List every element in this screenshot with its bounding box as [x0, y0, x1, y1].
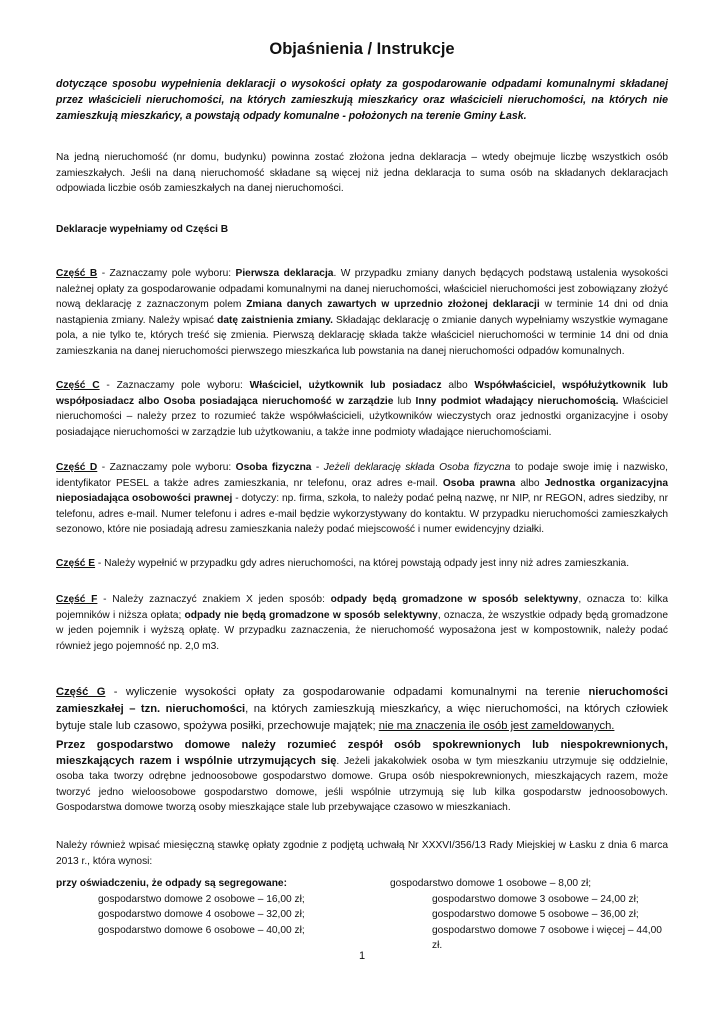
part-e-paragraph: Część E - Należy wypełnić w przypadku gdy adres nieruchomości, na której powstają odpady jest inny niż adres zamieszkania.: [56, 558, 630, 569]
general-paragraph: Na jedną nieruchomość (nr domu, budynku) powinna zostać złożona jedna deklaracja – wtedy obejmuje liczbę wszystkich osób zamieszkałych. Jeśli na daną nieruchomość składane są więcej niż jedna deklaracja to suma osób na składanych deklaracjach odpowiada liczbie osób zamieszkałych na danej nieruchomości.: [56, 152, 668, 195]
rates-row: [56, 892, 668, 908]
monthly-rate-paragraph: Należy również wpisać miesięczną stawkę opłaty zgodnie z podjętą uchwałą Nr XXXVI/356/13 Rady Miejskiej w Łasku z dnia 6 marca 2013 r., która wynosi:: [56, 840, 668, 867]
rate-item: gospodarstwo domowe 3 osobowe – 24,00 zł;: [432, 893, 639, 905]
rates-row: [56, 907, 668, 923]
rate-item: gospodarstwo domowe 5 osobowe – 36,00 zł;: [432, 909, 639, 921]
intro-paragraph: dotyczące sposobu wypełnienia deklaracji o wysokości opłaty za gospodarowanie odpadami komunalnymi składanej przez właścicieli nieruchomości, na których zamieszkują mieszkańcy oraz właścicieli nieruchomości, na których nie zamieszkują mieszkańcy, a powstają odpady komunalne - położonych na terenie Gminy Łask.: [56, 78, 668, 122]
section-heading: Deklaracje wypełniamy od Części B: [56, 224, 229, 235]
part-d-label: Część D: [56, 462, 98, 473]
part-d-paragraph: Część D - Zaznaczamy pole wyboru: Osoba fizyczna - Jeżeli deklarację składa Osoba fizyczna to podaje swoje imię i nazwisko, identyfikator PESEL a także adres zamieszkania, nr telefonu, oraz adres e-mail. Osoba prawna albo Jednostka organizacyjna nieposiadająca osobowości prawnej - dotyczy: np. firma, szkoła, to należy podać pełną nazwę, nr NIP, nr REGON, adres siedziby, nr telefonu, adres e-mail. Numer telefonu i adres e-mail będzie wykorzystywany do kontaktu. W przypadku nieruchomości zamieszkałych sezonowo, które nie posiadają adresu zamieszkania należy podać miejscowość i numer ewidencyjny działki.: [56, 462, 668, 536]
rate-item: gospodarstwo domowe 6 osobowe – 40,00 zł;: [98, 924, 305, 936]
page-title: Objaśnienia / Instrukcje: [269, 40, 455, 58]
household-paragraph: Przez gospodarstwo domowe należy rozumieć zespół osób spokrewnionych lub niespokrewnionych, mieszkających razem i wspólnie utrzymujących się. Jeżeli jakakolwiek osoba w tym mieszkaniu utrzymuje się oddzielnie, osoba taka tworzy odrębne jednoosobowe gospodarstwo domowe. Grupa osób niespokrewnionych, mieszkających razem, może tworzyć jedno wieloosobowe gospodarstwo domowe, jeśli wspólnie utrzymują się lub kilka gospodarstw jednoosobowych. Gospodarstwa domowe tworzą osoby mieszkające stale lub przebywające czasowo w mieszkaniach.: [56, 739, 668, 814]
part-b-label: Część B: [56, 268, 98, 279]
page-number: 1: [358, 950, 366, 962]
part-b-paragraph: Część B - Zaznaczamy pole wyboru: Pierwsza deklaracja. W przypadku zmiany danych będących podstawą ustalenia wysokości należnej opłaty za gospodarowanie odpadami komunalnymi na danej nieruchomości, właściciel nieruchomości jest zobowiązany złożyć nową deklarację z zaznaczonym polem Zmiana danych zawartych w uprzednio złożonej deklaracji w terminie 14 dni od dnia nastąpienia zmiany. Należy wpisać datę zaistnienia zmiany. Składając deklarację o zmianie danych wypełniamy wszystkie wymagane pola, a nie tylko te, których treść się zmienia. Pierwszą deklarację składa także właściciel nieruchomości w terminie 14 dni od dnia zamieszkania na danej nieruchomości pierwszego mieszkańca lub powstania na danej nieruchomości odpadów komunalnych.: [56, 268, 668, 357]
rate-item: gospodarstwo domowe 7 osobowe i więcej – 44,00 zł.: [432, 924, 662, 952]
rate-item: gospodarstwo domowe 2 osobowe – 16,00 zł;: [98, 893, 305, 905]
rates-row: [56, 876, 668, 892]
rates-list: [56, 876, 668, 954]
part-e-label: Część E: [56, 558, 96, 569]
part-f-label: Część F: [56, 594, 98, 605]
rate-item: gospodarstwo domowe 1 osobowe – 8,00 zł;: [390, 878, 592, 889]
part-g-label: Część G: [56, 686, 106, 698]
rate-item: gospodarstwo domowe 4 osobowe – 32,00 zł;: [98, 909, 305, 921]
rates-heading: przy oświadczeniu, że odpady są segregowane:: [56, 878, 287, 889]
part-c-paragraph: Część C - Zaznaczamy pole wyboru: Właściciel, użytkownik lub posiadacz albo Współwłaściciel, współużytkownik lub współposiadacz albo Osoba posiadająca nieruchomość w zarządzie lub Inny podmiot władający nieruchomością. Właściciel nieruchomości – należy przez to rozumieć także współwłaścicieli, użytkowników wieczystych oraz jednostki organizacyjne i osoby posiadające nieruchomości w zarządzie lub użytkowaniu, a także inne podmioty władające nieruchomościami.: [56, 380, 669, 438]
part-g-paragraph: Część G - wyliczenie wysokości opłaty za gospodarowanie odpadami komunalnymi na terenie nieruchomości zamieszkałej – tzn. nieruchomości, na których zamieszkują mieszkańcy, a więc nieruchomości, na których człowiek bytuje stale lub czasowo, spożywa posiłki, przechowuje majątek; nie ma znaczenia ile osób jest zameldowanych.: [56, 686, 669, 732]
part-f-paragraph: Część F - Należy zaznaczyć znakiem X jeden sposób: odpady będą gromadzone w sposób selektywny, oznacza to: kilka pojemników i niższa opłata; odpady nie będą gromadzone w sposób selektywny, oznacza, że wszystkie odpady będą gromadzone w jeden pojemnik i wyższą opłatę. W przypadku zaznaczenia, że nieruchomość wyposażona jest w kompostownik, należy podać również jego pojemność np. 2,0 m3.: [56, 594, 669, 652]
part-c-label: Część C: [56, 380, 100, 391]
